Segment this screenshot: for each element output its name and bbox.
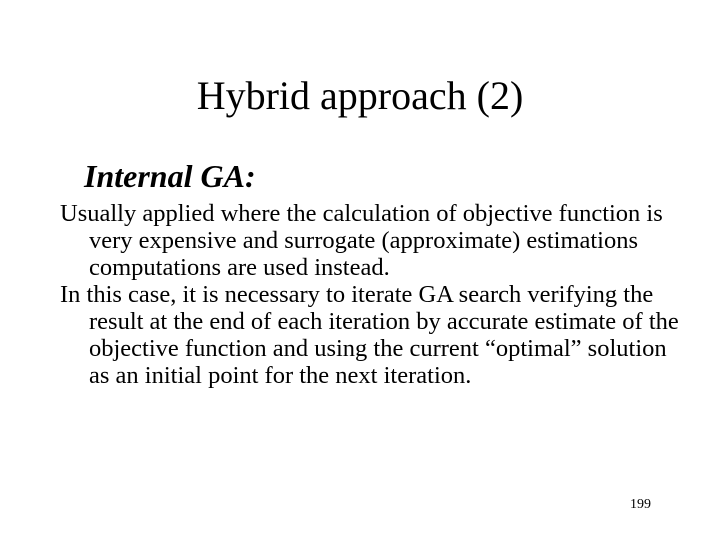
slide-body: [60, 200, 680, 389]
slide-subtitle: Internal GA:: [84, 158, 256, 194]
body-paragraph-2: In this case, it is necessary to iterate GA search verifying the result at the end of each iteration by accurate estimate of the objective function and using the current “optimal” solution as an initial point for the next iteration.: [60, 281, 679, 389]
body-paragraph-1: Usually applied where the calculation of objective function is very expensive and surrogate (approximate) estimations computations are used instead.: [60, 200, 663, 281]
page-number: 199: [630, 497, 651, 512]
slide-title: Hybrid approach (2): [196, 73, 524, 118]
